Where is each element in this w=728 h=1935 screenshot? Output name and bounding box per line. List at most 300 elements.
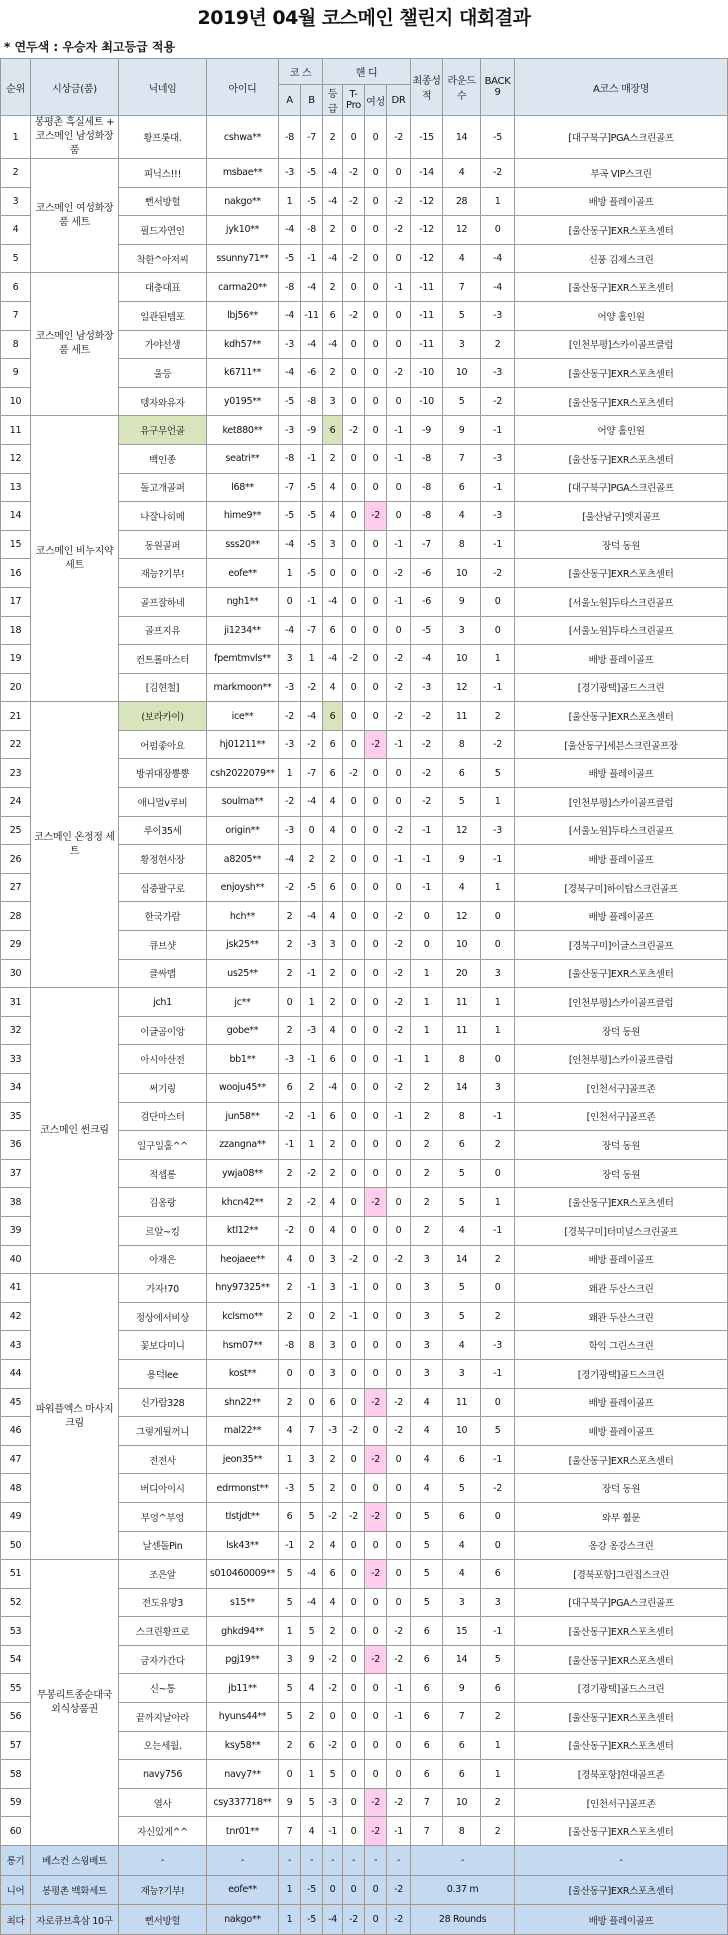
tpro-cell: 0 <box>343 1817 365 1846</box>
tpro-cell: -2 <box>343 416 365 445</box>
rank-cell: 2 <box>1 159 31 188</box>
tpro-cell: 0 <box>343 1102 365 1131</box>
grade-cell: 2 <box>323 444 343 473</box>
id-cell: kost** <box>207 1359 279 1388</box>
nickname-cell: 돌고개골퍼 <box>119 473 207 502</box>
tpro-cell: -2 <box>343 759 365 788</box>
back9-cell: -1 <box>481 1445 515 1474</box>
grade-cell: -3 <box>323 1417 343 1446</box>
rounds-cell: 11 <box>443 702 481 731</box>
a-cell: -8 <box>279 273 301 302</box>
b-cell: 5 <box>301 1474 323 1503</box>
special-award-row <box>1 1875 728 1905</box>
id-cell: hj01211** <box>207 730 279 759</box>
store-cell: 장덕 동원 <box>515 530 728 559</box>
store-cell: [인천서구]골프존 <box>515 1102 728 1131</box>
nickname-cell: 아시아산전 <box>119 1045 207 1074</box>
rank-cell: 15 <box>1 530 31 559</box>
rank-cell: 16 <box>1 559 31 588</box>
nickname-cell: 자신있게^^ <box>119 1817 207 1846</box>
a-cell: 4 <box>279 1417 301 1446</box>
back9-cell: -4 <box>481 273 515 302</box>
back9-cell: 2 <box>481 1817 515 1846</box>
nickname-cell: 정상에서비상 <box>119 1302 207 1331</box>
b-cell: -1 <box>301 959 323 988</box>
back9-cell: 0 <box>481 616 515 645</box>
final-cell: 4 <box>411 1388 443 1417</box>
final-cell: 6 <box>411 1703 443 1732</box>
nickname-cell: 금자가간다 <box>119 1645 207 1674</box>
back9-cell: 3 <box>481 1588 515 1617</box>
back9-cell: 0 <box>481 216 515 245</box>
store-cell: [인천부평]스카이골프클럽 <box>515 1045 728 1074</box>
grade-cell: 2 <box>323 845 343 874</box>
nickname-cell: 열사 <box>119 1788 207 1817</box>
final-cell: -2 <box>411 759 443 788</box>
id-cell: markmoon** <box>207 673 279 702</box>
female-cell: 0 <box>365 816 387 845</box>
grade-cell: -4 <box>323 187 343 216</box>
dr-cell: 0 <box>387 1445 411 1474</box>
dr-cell: 0 <box>387 502 411 531</box>
id-cell: mal22** <box>207 1417 279 1446</box>
prize-cell: 코스메인 여성화장품 세트 <box>31 159 119 273</box>
female-cell: 0 <box>365 559 387 588</box>
tpro-cell: -2 <box>343 1502 365 1531</box>
grade-cell: 4 <box>323 1216 343 1245</box>
female-cell: -2 <box>365 1817 387 1846</box>
rank-cell: 52 <box>1 1588 31 1617</box>
award-result-cell: 28 Rounds <box>411 1905 515 1935</box>
dr-cell: 0 <box>387 1760 411 1789</box>
dr-cell: -2 <box>387 1074 411 1103</box>
female-cell: 0 <box>365 187 387 216</box>
b-cell: -5 <box>301 873 323 902</box>
id-cell: ngh1** <box>207 587 279 616</box>
back9-cell: 1 <box>481 187 515 216</box>
tpro-cell: 0 <box>343 1074 365 1103</box>
store-cell: [서울노원]두타스크린골프 <box>515 587 728 616</box>
dr-cell: 0 <box>387 1302 411 1331</box>
a-cell: 2 <box>279 1388 301 1417</box>
store-cell: [경북구미]이글스크린골프 <box>515 931 728 960</box>
a-cell: -4 <box>279 616 301 645</box>
table-row <box>1 159 728 188</box>
tpro-cell: -2 <box>343 159 365 188</box>
id-cell: ktl12** <box>207 1216 279 1245</box>
prize-cell: 무봉리트종순대국 외식상품권 <box>31 1560 119 1846</box>
id-cell: msbae** <box>207 159 279 188</box>
tpro-cell: -1 <box>343 1274 365 1303</box>
nickname-cell: 착한^아저씨 <box>119 244 207 273</box>
female-cell: 0 <box>365 1875 387 1905</box>
rank-cell: 26 <box>1 845 31 874</box>
nickname-cell: 부엉^부엉 <box>119 1502 207 1531</box>
final-cell: -4 <box>411 645 443 674</box>
female-cell: 0 <box>365 1274 387 1303</box>
store-cell: 배방 플레이골프 <box>515 1905 728 1935</box>
female-cell: -2 <box>365 1788 387 1817</box>
nickname-cell: 써기링 <box>119 1074 207 1103</box>
dr-cell: 0 <box>387 873 411 902</box>
female-cell: 0 <box>365 1474 387 1503</box>
id-cell: hyuns44** <box>207 1703 279 1732</box>
id-cell: ji1234** <box>207 616 279 645</box>
dr-cell: -1 <box>387 1703 411 1732</box>
rounds-cell: 4 <box>443 1560 481 1589</box>
back9-cell: 5 <box>481 759 515 788</box>
female-cell: -2 <box>365 502 387 531</box>
rounds-cell: 9 <box>443 587 481 616</box>
rounds-cell: 12 <box>443 902 481 931</box>
female-cell: 0 <box>365 1417 387 1446</box>
grade-cell: -4 <box>323 587 343 616</box>
final-cell: -6 <box>411 559 443 588</box>
nickname-cell: 필드자연인 <box>119 216 207 245</box>
final-cell: 5 <box>411 1588 443 1617</box>
grade-cell: 6 <box>323 1102 343 1131</box>
final-cell: 7 <box>411 1817 443 1846</box>
store-cell: [울산동구]EXR스포츠센터 <box>515 387 728 416</box>
tpro-cell: 0 <box>343 1788 365 1817</box>
a-cell: 6 <box>279 1502 301 1531</box>
nickname-cell: 클싸맵 <box>119 959 207 988</box>
female-cell: 0 <box>365 530 387 559</box>
store-cell: [울산동구]EXR스포츠센터 <box>515 273 728 302</box>
store-cell: 왜관 두산스크린 <box>515 1274 728 1303</box>
a-cell: 5 <box>279 1674 301 1703</box>
rounds-cell: 4 <box>443 1531 481 1560</box>
grade-cell: 2 <box>323 1302 343 1331</box>
grade-cell: 4 <box>323 502 343 531</box>
nickname-cell: 끝까지날아라 <box>119 1703 207 1732</box>
rank-cell: 46 <box>1 1417 31 1446</box>
rank-cell: 9 <box>1 359 31 388</box>
store-cell: [인천서구]골프존 <box>515 1788 728 1817</box>
dr-cell: 0 <box>387 330 411 359</box>
id-cell: tlstjdt** <box>207 1502 279 1531</box>
tpro-cell: 0 <box>343 673 365 702</box>
grade-cell: 6 <box>323 301 343 330</box>
tpro-cell: 0 <box>343 730 365 759</box>
back9-cell: 5 <box>481 1417 515 1446</box>
header-back9: BACK 9 <box>481 59 515 116</box>
rounds-cell: 28 <box>443 187 481 216</box>
grade-cell: -4 <box>323 1905 343 1935</box>
final-cell: -2 <box>411 730 443 759</box>
store-cell: [인천부평]스카이골프클럽 <box>515 788 728 817</box>
dr-cell: 0 <box>387 387 411 416</box>
prize-cell: 파워플엑스 마사지 크림 <box>31 1274 119 1560</box>
final-cell: 5 <box>411 1531 443 1560</box>
id-cell: ssunny71** <box>207 244 279 273</box>
rounds-cell: 7 <box>443 444 481 473</box>
nickname-cell: 골프잘하네 <box>119 587 207 616</box>
b-cell: -2 <box>301 730 323 759</box>
final-cell: 2 <box>411 1188 443 1217</box>
b-cell: -8 <box>301 387 323 416</box>
rank-cell: 55 <box>1 1674 31 1703</box>
final-cell: 0 <box>411 931 443 960</box>
rank-cell: 23 <box>1 759 31 788</box>
b-cell: -2 <box>301 1188 323 1217</box>
grade-cell: 2 <box>323 1159 343 1188</box>
back9-cell: 1 <box>481 1731 515 1760</box>
tpro-cell: 0 <box>343 530 365 559</box>
id-cell: s010460009** <box>207 1560 279 1589</box>
rank-cell: 45 <box>1 1388 31 1417</box>
id-cell: bb1** <box>207 1045 279 1074</box>
nickname-cell: 재능?기부! <box>119 559 207 588</box>
prize-cell: 코스메인 비누지약 세트 <box>31 416 119 702</box>
b-cell: 1 <box>301 988 323 1017</box>
rounds-cell: 5 <box>443 1159 481 1188</box>
b-cell: 4 <box>301 1817 323 1846</box>
tpro-cell: 0 <box>343 1674 365 1703</box>
b-cell: -5 <box>301 530 323 559</box>
grade-cell: 3 <box>323 1274 343 1303</box>
female-cell: 0 <box>365 159 387 188</box>
back9-cell: 2 <box>481 1703 515 1732</box>
final-cell: -3 <box>411 673 443 702</box>
id-cell: seatri** <box>207 444 279 473</box>
dr-cell: 0 <box>387 759 411 788</box>
rounds-cell: 12 <box>443 816 481 845</box>
nickname-cell: 대충대표 <box>119 273 207 302</box>
rank-cell: 34 <box>1 1074 31 1103</box>
rank-cell: 37 <box>1 1159 31 1188</box>
tpro-cell: 0 <box>343 1331 365 1360</box>
rank-cell: 28 <box>1 902 31 931</box>
a-cell: 0 <box>279 1760 301 1789</box>
nickname-cell: 황정현사장 <box>119 845 207 874</box>
final-cell: -15 <box>411 116 443 159</box>
female-cell: 0 <box>365 1302 387 1331</box>
store-cell: 배방 플레이골프 <box>515 1388 728 1417</box>
a-cell: 6 <box>279 1074 301 1103</box>
nickname-cell: 뻔서방헐 <box>119 187 207 216</box>
nickname-cell: 적셉롱 <box>119 1159 207 1188</box>
back9-cell: 2 <box>481 1245 515 1274</box>
dr-cell: -2 <box>387 816 411 845</box>
tpro-cell: 0 <box>343 902 365 931</box>
tpro-cell: -2 <box>343 244 365 273</box>
final-cell: 4 <box>411 1417 443 1446</box>
a-cell: 2 <box>279 1274 301 1303</box>
header-final: 최종성적 <box>411 59 443 116</box>
female-cell: 0 <box>365 1016 387 1045</box>
id-cell: jyk10** <box>207 216 279 245</box>
female-cell: 0 <box>365 1131 387 1160</box>
tpro-cell: 0 <box>343 1359 365 1388</box>
rank-cell: 58 <box>1 1760 31 1789</box>
rank-cell: 38 <box>1 1188 31 1217</box>
id-cell: origin** <box>207 816 279 845</box>
rounds-cell: 8 <box>443 530 481 559</box>
final-cell: 2 <box>411 1131 443 1160</box>
dr-cell: -2 <box>387 902 411 931</box>
final-cell: -2 <box>411 702 443 731</box>
b-cell: -5 <box>301 559 323 588</box>
b-cell: - <box>301 1846 323 1876</box>
rank-cell: 5 <box>1 244 31 273</box>
female-cell: -2 <box>365 730 387 759</box>
nickname-cell: 루이35세 <box>119 816 207 845</box>
back9-cell: -2 <box>481 159 515 188</box>
id-cell: sss20** <box>207 530 279 559</box>
id-cell: khcn42** <box>207 1188 279 1217</box>
female-cell: 0 <box>365 1245 387 1274</box>
dr-cell: -2 <box>387 1617 411 1646</box>
final-cell: -1 <box>411 816 443 845</box>
grade-cell: -3 <box>323 1788 343 1817</box>
header-rank: 순위 <box>1 59 31 116</box>
back9-cell: -1 <box>481 1216 515 1245</box>
rank-cell: 48 <box>1 1474 31 1503</box>
b-cell: -4 <box>301 330 323 359</box>
rounds-cell: 3 <box>443 1588 481 1617</box>
id-cell: jeon35** <box>207 1445 279 1474</box>
rounds-cell: 10 <box>443 359 481 388</box>
grade-cell: -4 <box>323 330 343 359</box>
back9-cell: 1 <box>481 1016 515 1045</box>
tpro-cell: 0 <box>343 273 365 302</box>
final-cell: -1 <box>411 873 443 902</box>
tpro-cell: 0 <box>343 116 365 159</box>
back9-cell: -1 <box>481 673 515 702</box>
award-label-cell: 롱기 <box>1 1846 31 1876</box>
nickname-cell: 방귀대장뿡뿡 <box>119 759 207 788</box>
store-cell: - <box>515 1846 728 1876</box>
grade-cell: 2 <box>323 1474 343 1503</box>
b-cell: -5 <box>301 159 323 188</box>
grade-cell: 0 <box>323 1703 343 1732</box>
b-cell: 1 <box>301 1131 323 1160</box>
a-cell: -5 <box>279 387 301 416</box>
nickname-cell: 스크린황프로 <box>119 1617 207 1646</box>
id-cell: kclsmo** <box>207 1302 279 1331</box>
b-cell: 5 <box>301 1788 323 1817</box>
final-cell: 1 <box>411 1045 443 1074</box>
rounds-cell: 10 <box>443 931 481 960</box>
dr-cell: -1 <box>387 845 411 874</box>
a-cell: 3 <box>279 1645 301 1674</box>
final-cell: -9 <box>411 416 443 445</box>
store-cell: [경북구미]터미널스크린골프 <box>515 1216 728 1245</box>
rank-cell: 7 <box>1 301 31 330</box>
id-cell: - <box>207 1846 279 1876</box>
rounds-cell: 14 <box>443 1245 481 1274</box>
grade-cell: -1 <box>323 1817 343 1846</box>
grade-cell: -4 <box>323 1074 343 1103</box>
award-result-cell: - <box>411 1846 515 1876</box>
prize-cell: 코스메인 썬크림 <box>31 988 119 1274</box>
a-cell: 9 <box>279 1788 301 1817</box>
tpro-cell: -2 <box>343 301 365 330</box>
female-cell: 0 <box>365 330 387 359</box>
rank-cell: 36 <box>1 1131 31 1160</box>
id-cell: hch** <box>207 902 279 931</box>
tpro-cell: 0 <box>343 1875 365 1905</box>
b-cell: 5 <box>301 1502 323 1531</box>
tpro-cell: 0 <box>343 559 365 588</box>
store-cell: 어양 홀인원 <box>515 416 728 445</box>
b-cell: -4 <box>301 273 323 302</box>
grade-cell: 3 <box>323 1245 343 1274</box>
a-cell: -3 <box>279 673 301 702</box>
grade-cell: 4 <box>323 1016 343 1045</box>
final-cell: 2 <box>411 1159 443 1188</box>
id-cell: heojaee** <box>207 1245 279 1274</box>
a-cell: -3 <box>279 816 301 845</box>
back9-cell: 6 <box>481 1560 515 1589</box>
b-cell: 0 <box>301 1388 323 1417</box>
b-cell: 0 <box>301 816 323 845</box>
rounds-cell: 7 <box>443 1703 481 1732</box>
dr-cell: -2 <box>387 1875 411 1905</box>
female-cell: 0 <box>365 902 387 931</box>
final-cell: -10 <box>411 359 443 388</box>
dr-cell: 0 <box>387 1560 411 1589</box>
b-cell: 3 <box>301 1445 323 1474</box>
female-cell: -2 <box>365 1560 387 1589</box>
header-tpro: T-Pro <box>343 85 365 116</box>
b-cell: -5 <box>301 1875 323 1905</box>
a-cell: -3 <box>279 330 301 359</box>
dr-cell: -2 <box>387 1417 411 1446</box>
grade-cell: 2 <box>323 959 343 988</box>
id-cell: ice** <box>207 702 279 731</box>
tpro-cell: -2 <box>343 1245 365 1274</box>
tpro-cell: -2 <box>343 1905 365 1935</box>
rounds-cell: 3 <box>443 330 481 359</box>
back9-cell: 1 <box>481 1760 515 1789</box>
store-cell: [경기광택]골드스크린 <box>515 1359 728 1388</box>
rank-cell: 14 <box>1 502 31 531</box>
dr-cell: 0 <box>387 159 411 188</box>
a-cell: -2 <box>279 873 301 902</box>
back9-cell: 0 <box>481 1274 515 1303</box>
nickname-cell: 재능?기부! <box>119 1875 207 1905</box>
award-result-cell: 0.37 m <box>411 1875 515 1905</box>
female-cell: 0 <box>365 1905 387 1935</box>
back9-cell: -3 <box>481 444 515 473</box>
nickname-cell: 용덕lee <box>119 1359 207 1388</box>
final-cell: -8 <box>411 444 443 473</box>
rounds-cell: 6 <box>443 1445 481 1474</box>
tpro-cell: 0 <box>343 1731 365 1760</box>
dr-cell: -2 <box>387 931 411 960</box>
b-cell: -8 <box>301 216 323 245</box>
nickname-cell: 어펌좋아요 <box>119 730 207 759</box>
dr-cell: 0 <box>387 1274 411 1303</box>
store-cell: [경북포항]그린집스크린 <box>515 1560 728 1589</box>
nickname-cell: 신~통 <box>119 1674 207 1703</box>
back9-cell: -2 <box>481 387 515 416</box>
a-cell: 1 <box>279 1445 301 1474</box>
female-cell: 0 <box>365 988 387 1017</box>
dr-cell: -2 <box>387 116 411 159</box>
a-cell: -4 <box>279 216 301 245</box>
back9-cell: 2 <box>481 702 515 731</box>
b-cell: 9 <box>301 1645 323 1674</box>
grade-cell: 3 <box>323 1331 343 1360</box>
rounds-cell: 12 <box>443 673 481 702</box>
a-cell: -2 <box>279 702 301 731</box>
nickname-cell: 컨트롤마스터 <box>119 645 207 674</box>
rounds-cell: 6 <box>443 1502 481 1531</box>
dr-cell: 0 <box>387 1588 411 1617</box>
